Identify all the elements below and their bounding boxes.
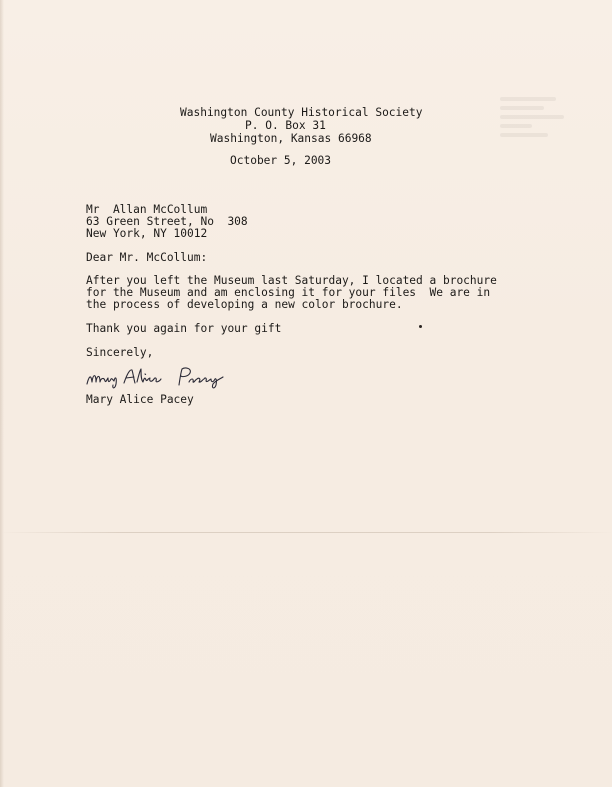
salutation: Dear Mr. McCollum: (86, 251, 208, 264)
letter-date: October 5, 2003 (230, 154, 332, 167)
paper-edge-shadow (0, 0, 4, 787)
recipient-name: Mr Allan McCollum (86, 203, 208, 216)
body-line: After you left the Museum last Saturday, I located a brochure (86, 274, 497, 287)
letterhead-city: Washington, Kansas 66968 (210, 132, 372, 145)
body-line: the process of developing a new color brochure. (86, 298, 403, 311)
closing: Sincerely, (86, 346, 154, 359)
body-line: for the Museum and am enclosing it for your files We are in (86, 286, 491, 299)
thanks-line: Thank you again for your gift (86, 322, 282, 335)
ink-speck (419, 325, 422, 328)
recipient-city: New York, NY 10012 (86, 227, 208, 240)
typed-signer-name: Mary Alice Pacey (86, 393, 194, 406)
recipient-street: 63 Green Street, No 308 (86, 215, 248, 228)
letterhead-organization: Washington County Historical Society (180, 106, 423, 119)
show-through-text (500, 92, 580, 162)
paper-fold-line (0, 532, 612, 533)
handwritten-signature-icon (84, 364, 229, 390)
letterhead-po-box: P. O. Box 31 (245, 119, 326, 132)
